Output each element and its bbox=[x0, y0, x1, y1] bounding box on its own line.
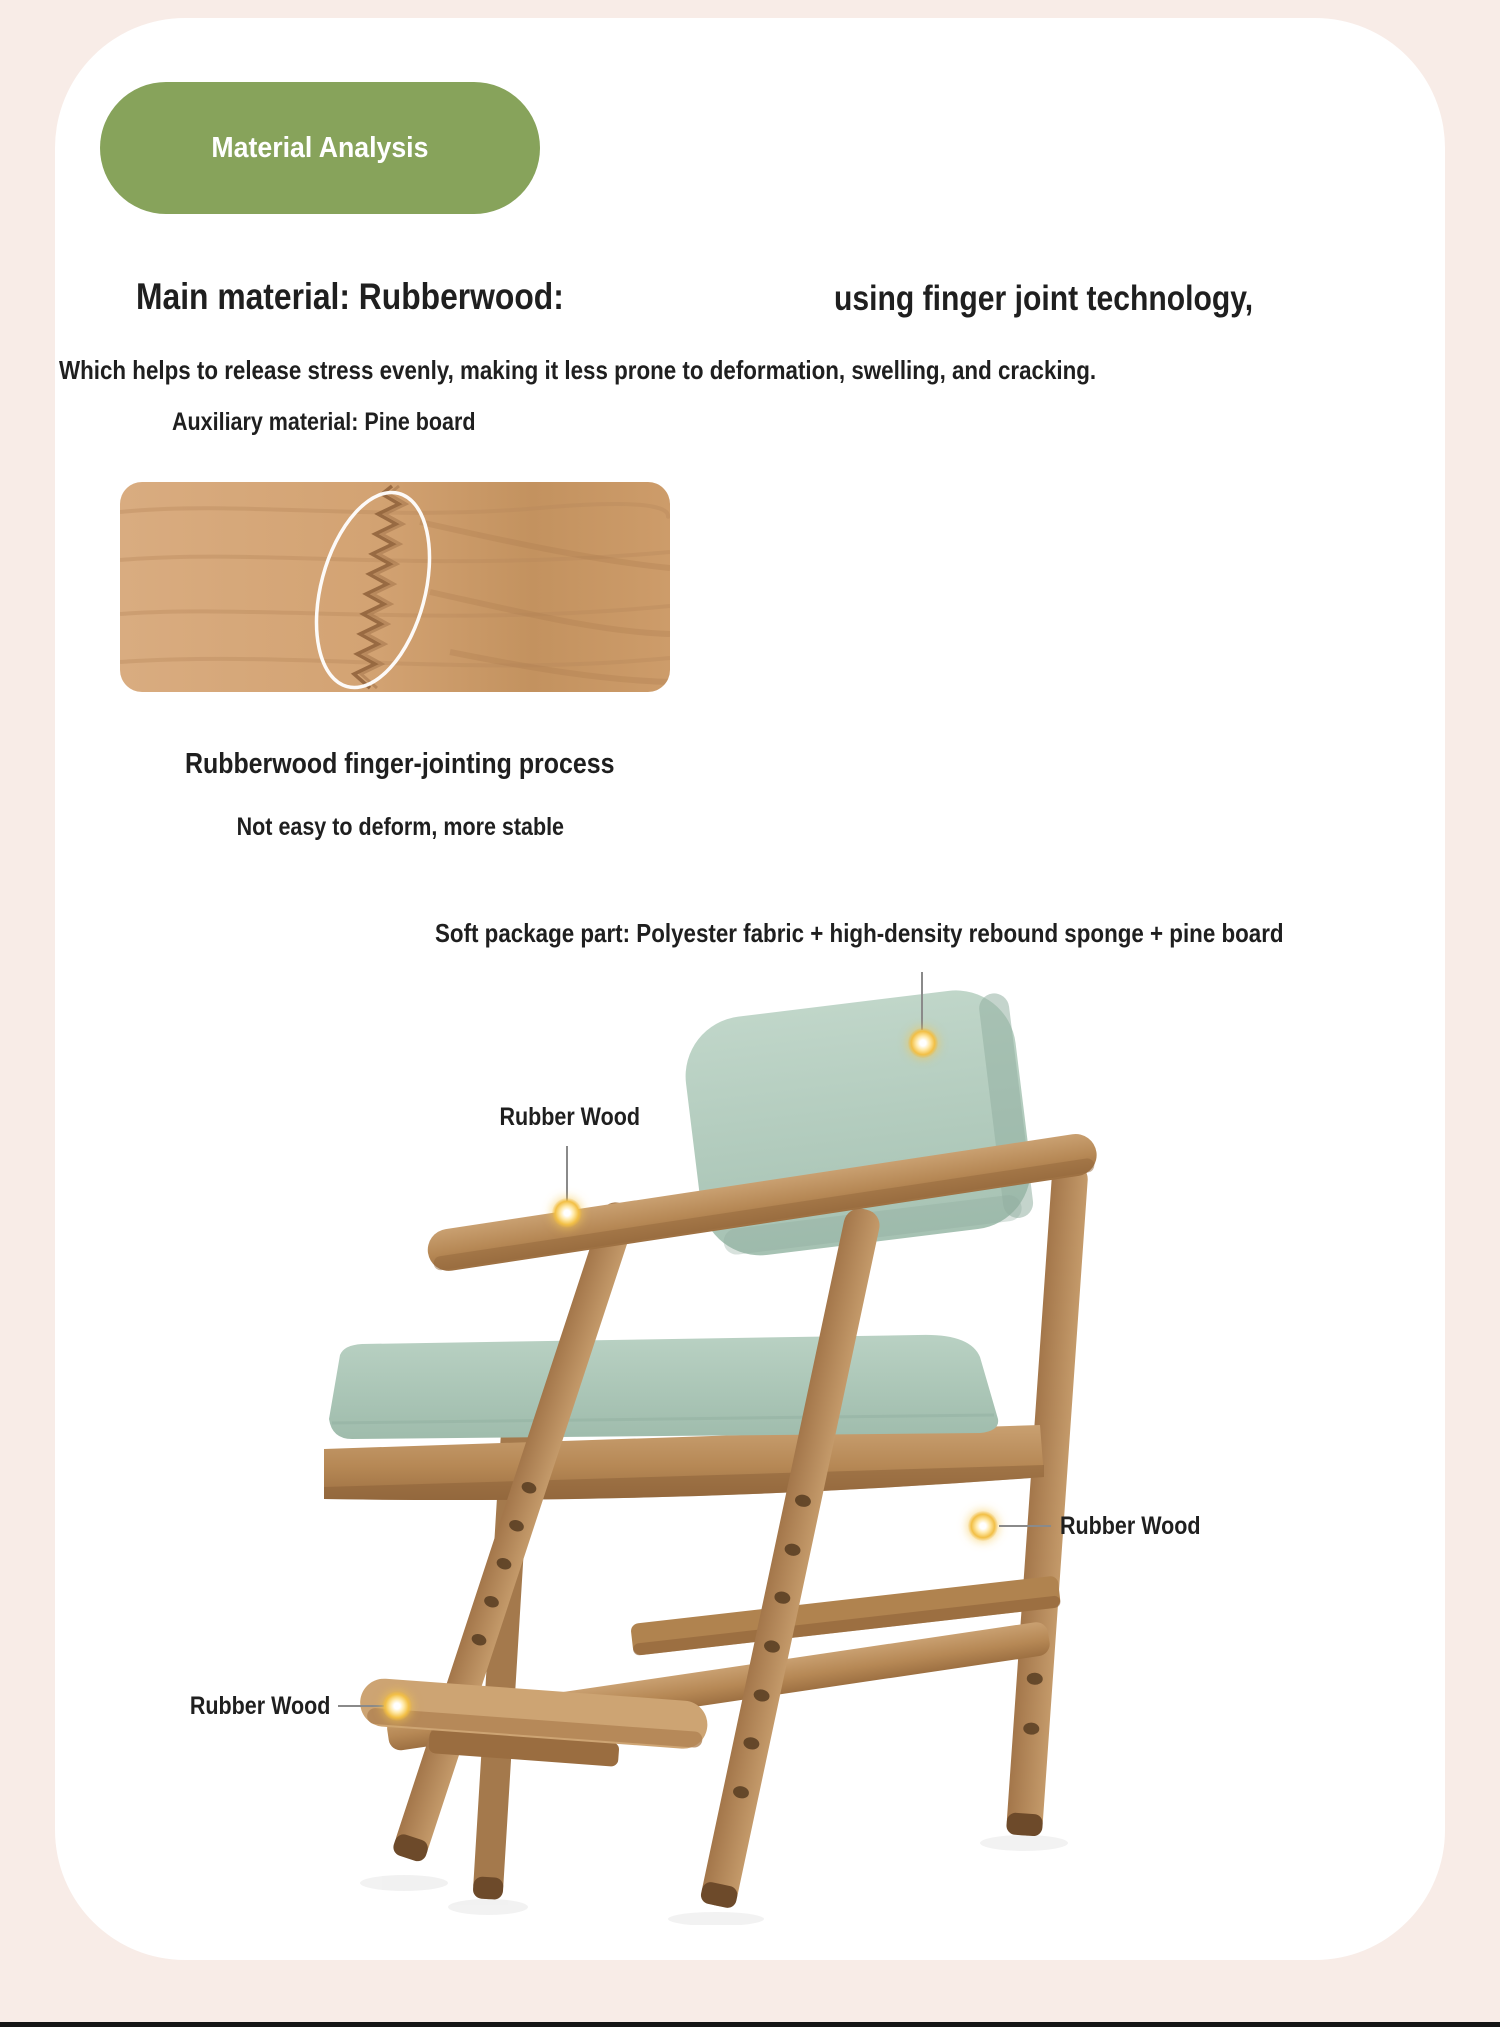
callout-line-backrest bbox=[921, 972, 923, 1030]
wood-sample-caption bbox=[120, 748, 680, 781]
main-material-heading bbox=[136, 276, 633, 319]
wood-sample-subcaption-text: Not easy to deform, more stable bbox=[236, 813, 564, 841]
section-badge bbox=[100, 82, 540, 214]
bottom-divider bbox=[0, 2022, 1500, 2027]
wood-sample-graphic bbox=[120, 482, 670, 692]
callout-line-right-leg bbox=[999, 1525, 1051, 1527]
callout-line-footrest bbox=[338, 1705, 384, 1707]
highlight-dot-armrest bbox=[552, 1198, 582, 1228]
auxiliary-material-label bbox=[172, 408, 525, 437]
wood-sample-caption-text: Rubberwood finger-jointing process bbox=[185, 748, 615, 780]
seat-cushion bbox=[329, 1335, 998, 1439]
callout-label-right-leg-text: Rubber Wood bbox=[1060, 1512, 1201, 1540]
callout-line-armrest bbox=[566, 1146, 568, 1201]
chair-photo bbox=[280, 975, 1180, 1925]
highlight-dot-right-leg bbox=[968, 1511, 998, 1541]
wood-sample-subcaption bbox=[120, 813, 680, 842]
callout-label-right-leg bbox=[1060, 1512, 1223, 1541]
soft-package-label bbox=[435, 919, 1422, 949]
material-description bbox=[59, 356, 1265, 386]
soft-package-label-text: Soft package part: Polyester fabric + high-density rebound sponge + pine board bbox=[435, 918, 1284, 948]
callout-label-footrest bbox=[130, 1692, 330, 1721]
finger-joint-heading bbox=[834, 279, 1321, 319]
chair-back-right-leg bbox=[1006, 1162, 1089, 1837]
auxiliary-material-text: Auxiliary material: Pine board bbox=[172, 408, 476, 436]
chair-front-right-leg bbox=[699, 1206, 882, 1910]
callout-label-footrest-text: Rubber Wood bbox=[189, 1692, 330, 1720]
highlight-dot-footrest bbox=[382, 1691, 412, 1721]
callout-label-armrest bbox=[450, 1103, 690, 1132]
section-badge-label: Material Analysis bbox=[211, 131, 429, 164]
material-description-text: Which helps to release stress evenly, making it less prone to deformation, swelling, and cracking. bbox=[59, 355, 1097, 385]
wood-sample-photo bbox=[120, 482, 670, 692]
highlight-dot-backrest bbox=[908, 1028, 938, 1058]
main-material-heading-text: Main material: Rubberwood: bbox=[136, 276, 564, 317]
finger-joint-heading-text: using finger joint technology, bbox=[834, 279, 1254, 318]
callout-label-armrest-text: Rubber Wood bbox=[499, 1103, 641, 1131]
